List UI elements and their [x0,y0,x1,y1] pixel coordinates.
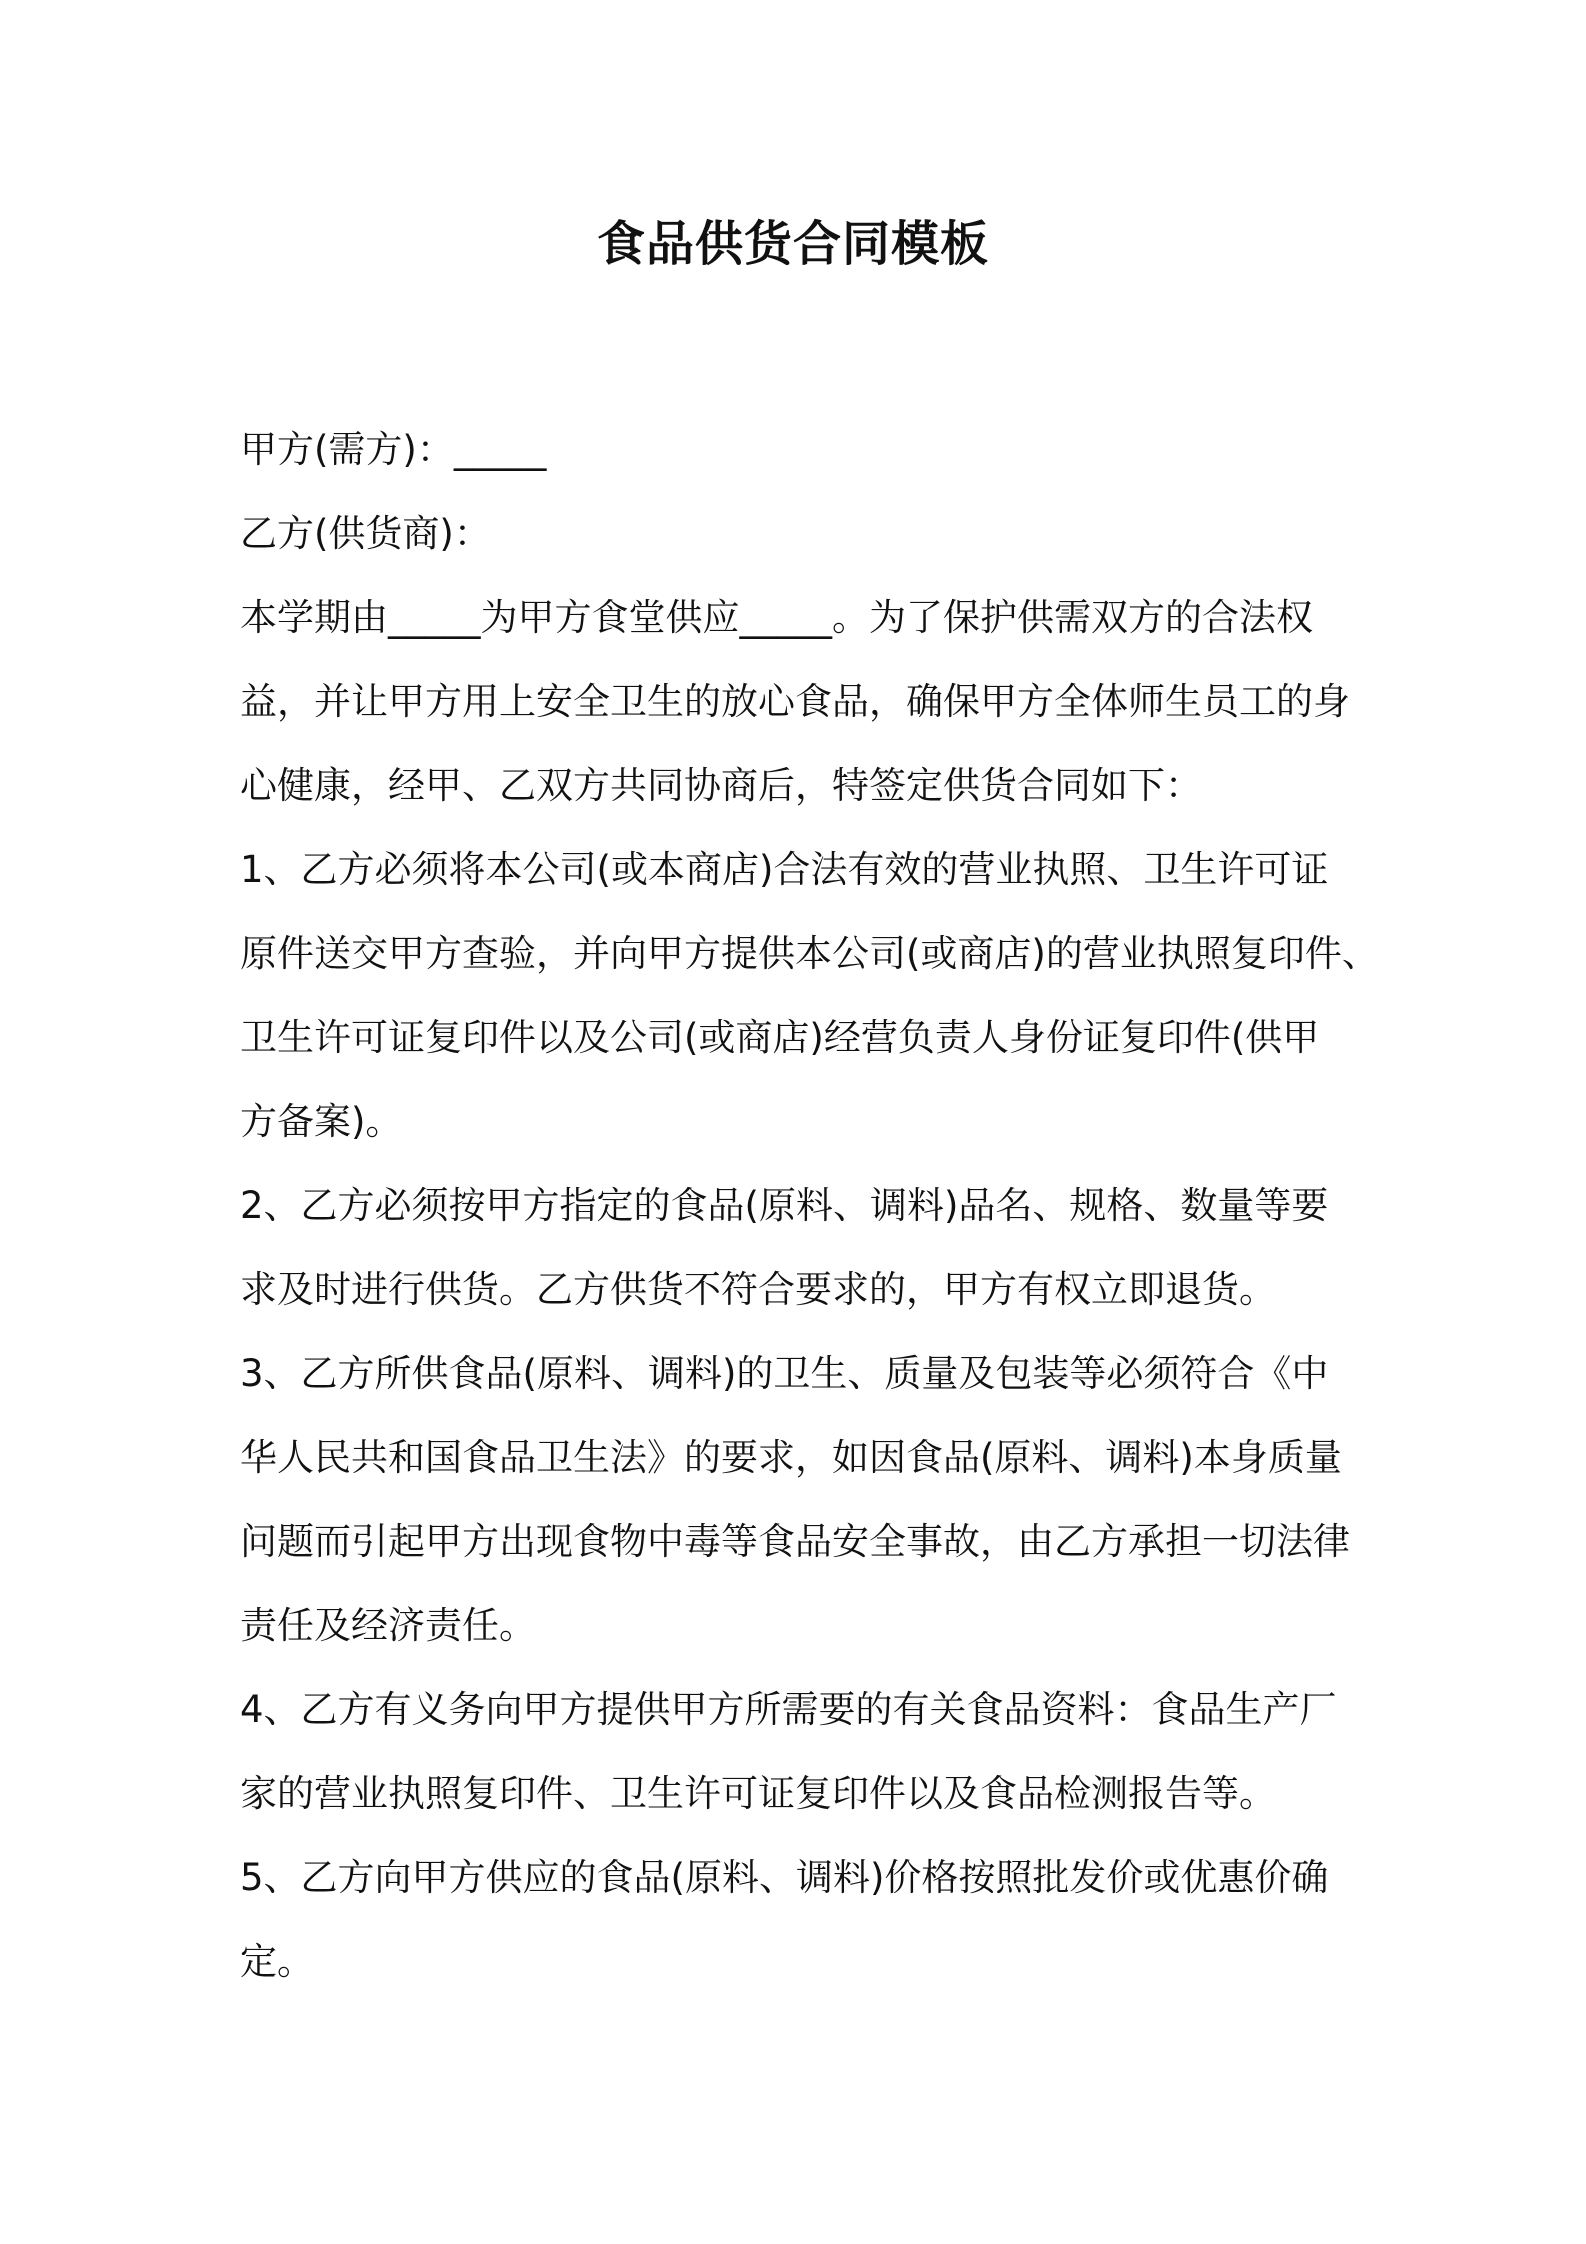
party-b-line: 乙方(供货商)： [240,512,491,555]
clause-4-line-2: 家的营业执照复印件、卫生许可证复印件以及食品检测报告等。 [240,1772,1276,1815]
clause-1-line-4: 方备案)。 [240,1100,403,1143]
document-body [240,408,1379,2004]
document-title: 食品供货合同模板 [596,216,989,272]
clause-1-line-1: 1、乙方必须将本公司(或本商店)合法有效的营业执照、卫生许可证 [240,848,1329,891]
clause-3-line-4: 责任及经济责任。 [240,1604,536,1647]
clause-2-line-2: 求及时进行供货。乙方供货不符合要求的，甲方有权立即退货。 [240,1268,1276,1311]
party-a-line: 甲方(需方)：_____ [240,428,547,471]
clause-3-line-2: 华人民共和国食品卫生法》的要求，如因食品(原料、调料)本身质量 [240,1436,1342,1479]
intro-line-3: 心健康，经甲、乙双方共同协商后，特签定供货合同如下： [240,764,1202,807]
clause-1-line-3: 卫生许可证复印件以及公司(或商店)经营负责人身份证复印件(供甲 [240,1016,1320,1059]
clause-1-line-2: 原件送交甲方查验，并向甲方提供本公司(或商店)的营业执照复印件、 [240,932,1379,975]
clause-2-line-1: 2、乙方必须按甲方指定的食品(原料、调料)品名、规格、数量等要 [240,1184,1329,1227]
intro-line-2: 益，并让甲方用上安全卫生的放心食品，确保甲方全体师生员工的身 [240,680,1350,723]
intro-line-1: 本学期由_____为甲方食堂供应_____。为了保护供需双方的合法权 [240,596,1313,639]
clause-3-line-1: 3、乙方所供食品(原料、调料)的卫生、质量及包装等必须符合《中 [240,1352,1329,1395]
clause-4-line-1: 4、乙方有义务向甲方提供甲方所需要的有关食品资料：食品生产厂 [240,1688,1337,1731]
clause-5-line-2: 定。 [240,1940,314,1983]
clause-3-line-3: 问题而引起甲方出现食物中毒等食品安全事故，由乙方承担一切法律 [240,1520,1350,1563]
clause-5-line-1: 5、乙方向甲方供应的食品(原料、调料)价格按照批发价或优惠价确 [240,1856,1329,1899]
